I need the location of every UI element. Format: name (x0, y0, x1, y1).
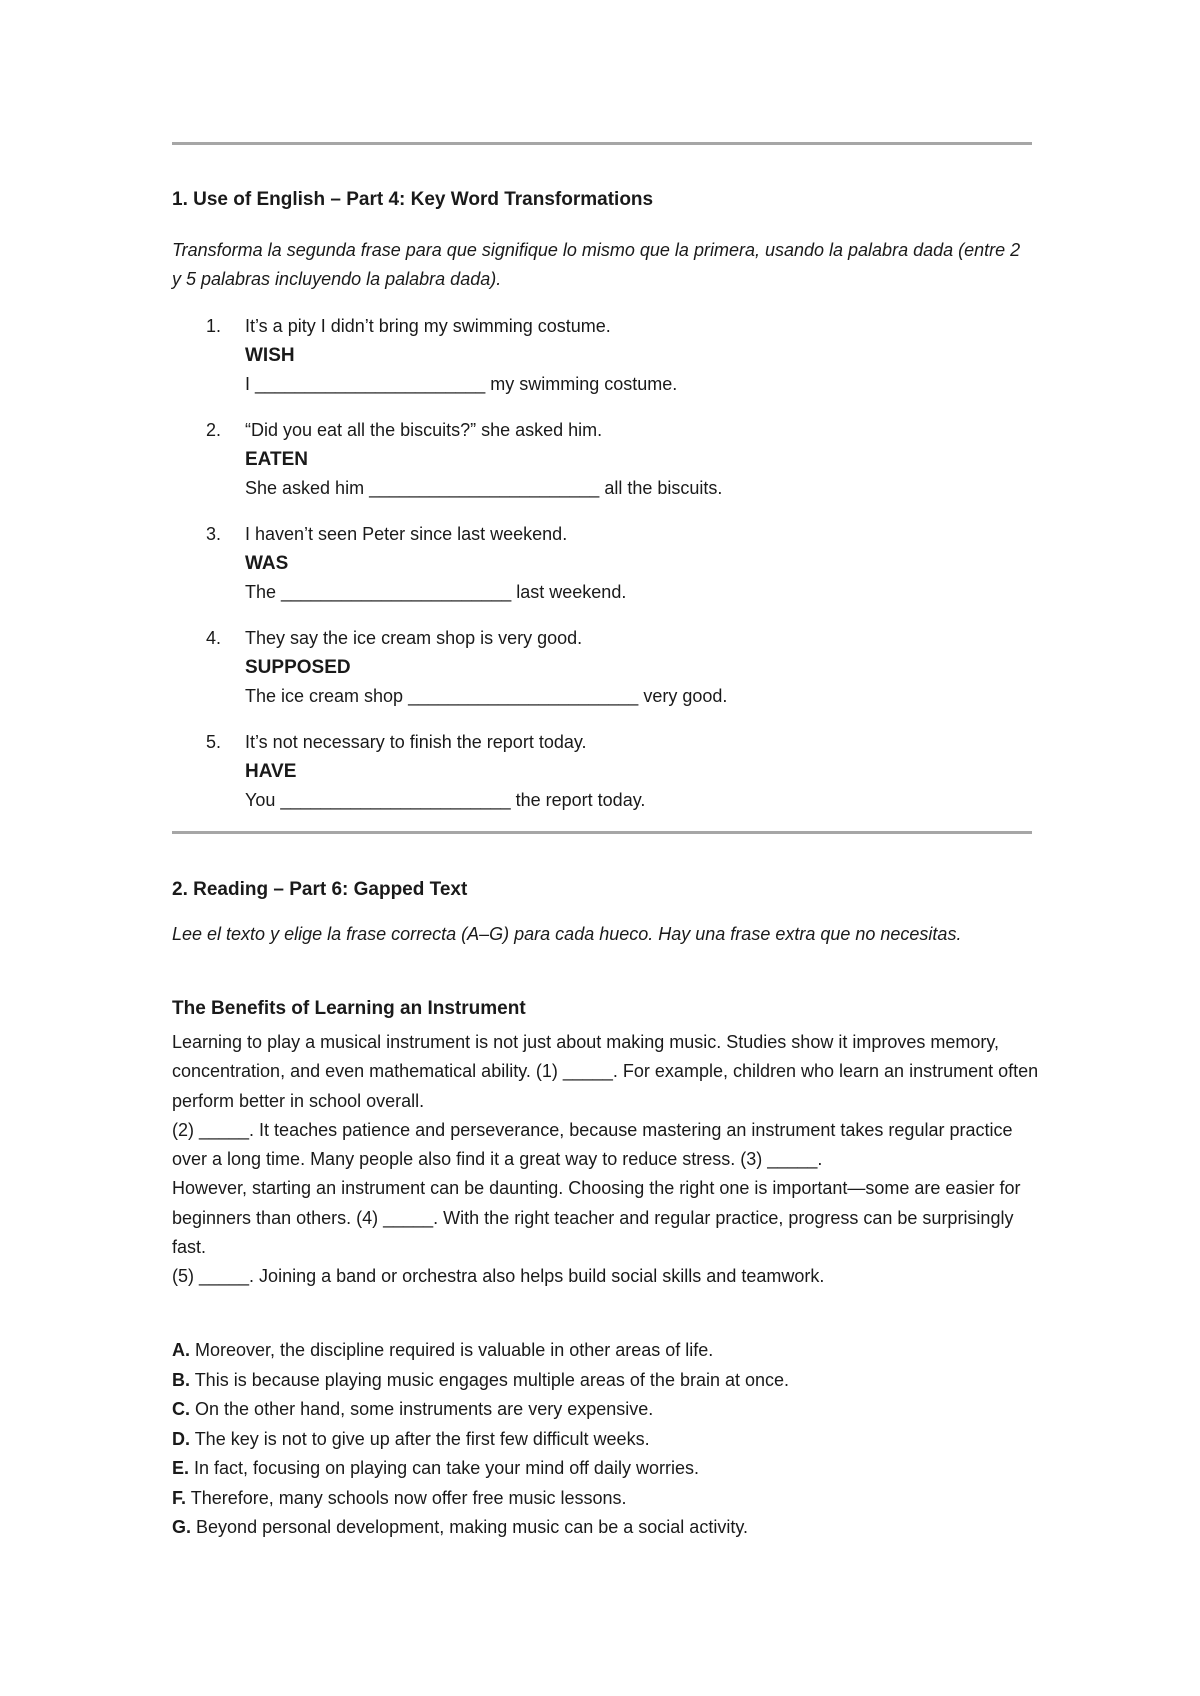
option-item (172, 1366, 1032, 1396)
question-number: 3. (206, 524, 222, 544)
option-text: On the other hand, some instruments are very expensive. (195, 1399, 654, 1419)
question-item (172, 624, 1032, 728)
key-word: WAS (245, 553, 289, 574)
key-word: SUPPOSED (245, 657, 351, 678)
section-2-title: 2. Reading – Part 6: Gapped Text (172, 879, 468, 900)
option-text: The key is not to give up after the first few difficult weeks. (194, 1428, 650, 1449)
question-item (172, 520, 1032, 624)
answer-line: The ice cream shop _______________________ very good. (245, 686, 728, 706)
article-paragraph: Learning to play a musical instrument is not just about making music. Studies show it improves memory, concentration, and even mathematical ability. (1) _____. For example, children who learn an instrument often perform better in school overall. (172, 1032, 1039, 1111)
option-text: In fact, focusing on playing can take your mind off daily worries. (194, 1458, 699, 1478)
option-text: This is because playing music engages multiple areas of the brain at once. (194, 1369, 790, 1390)
section-divider (172, 142, 1032, 145)
answer-line: You _______________________ the report today. (245, 790, 646, 810)
question-sentence: It’s a pity I didn’t bring my swimming costume. (245, 316, 611, 336)
option-letter: E. (172, 1458, 190, 1478)
answer-line: I _______________________ my swimming costume. (245, 374, 678, 394)
key-word: EATEN (245, 449, 308, 470)
section-divider (172, 831, 1032, 834)
question-sentence: “Did you eat all the biscuits?” she asked him. (245, 420, 603, 440)
section-1-title: 1. Use of English – Part 4: Key Word Transformations (172, 189, 654, 210)
question-item (172, 728, 1032, 832)
option-item (172, 1484, 1032, 1514)
option-letter: B. (172, 1369, 190, 1390)
article-paragraph: However, starting an instrument can be daunting. Choosing the right one is important—some are easier for beginners than others. (4) _____. With the right teacher and regular practice, progress can be surprisingly fast. (172, 1178, 1021, 1258)
article-title: The Benefits of Learning an Instrument (172, 998, 526, 1019)
section-2-instructions: Lee el texto y elige la frase correcta (A–G) para cada hueco. Hay una frase extra que no necesitas. (172, 924, 962, 944)
option-text: Therefore, many schools now offer free music lessons. (190, 1487, 627, 1508)
question-number: 1. (206, 316, 222, 336)
option-item (172, 1395, 1032, 1425)
option-item (172, 1425, 1032, 1455)
question-number: 4. (206, 628, 222, 648)
option-letter: D. (172, 1428, 190, 1449)
option-text: Moreover, the discipline required is valuable in other areas of life. (195, 1340, 714, 1360)
option-letter: G. (172, 1517, 192, 1537)
question-sentence: It’s not necessary to finish the report today. (245, 732, 587, 752)
key-word: WISH (245, 345, 295, 366)
question-item (172, 312, 1032, 416)
answer-line: She asked him _______________________ all the biscuits. (245, 478, 723, 498)
question-sentence: They say the ice cream shop is very good. (245, 628, 583, 648)
article-paragraph: (2) _____. It teaches patience and perseverance, because mastering an instrument takes regular practice over a long time. Many people also find it a great way to reduce stress. (3) _____. (172, 1119, 1013, 1170)
article-paragraph: (5) _____. Joining a band or orchestra also helps build social skills and teamwork. (172, 1266, 825, 1287)
option-text: Beyond personal development, making music can be a social activity. (196, 1517, 748, 1537)
question-item (172, 416, 1032, 520)
option-letter: A. (172, 1340, 190, 1360)
question-sentence: I haven’t seen Peter since last weekend. (245, 524, 568, 544)
article-text (172, 1028, 1042, 1292)
option-item (172, 1454, 1032, 1484)
option-letter: C. (172, 1399, 190, 1419)
option-letter: F. (172, 1487, 187, 1508)
question-number: 5. (206, 732, 222, 752)
option-item (172, 1513, 1032, 1543)
question-number: 2. (206, 420, 222, 440)
option-item (172, 1336, 1032, 1366)
key-word: HAVE (245, 761, 297, 782)
answer-options (172, 1336, 1032, 1543)
answer-line: The _______________________ last weekend. (245, 582, 627, 602)
section-1-instructions: Transforma la segunda frase para que signifique lo mismo que la primera, usando la palabra dada (entre 2 y 5 palabras incluyendo la palabra dada). (172, 240, 1021, 289)
question-list (172, 312, 1032, 832)
